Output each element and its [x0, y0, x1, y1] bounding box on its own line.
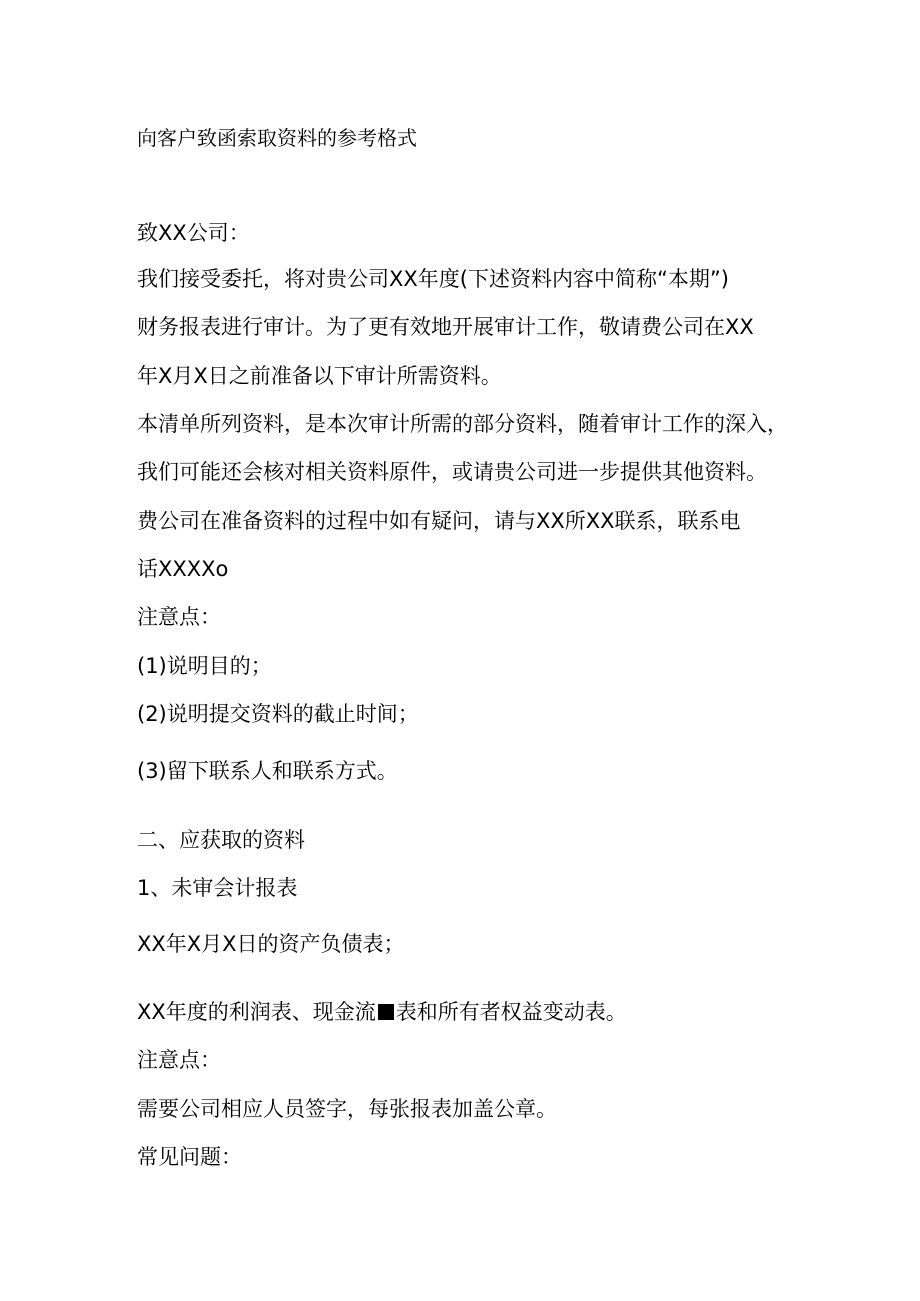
paragraph-2-line-3: 费公司在准备资料的过程中如有疑问，请与XX所XX联系，联系电 [137, 509, 741, 533]
paragraph-2-line-1: 本清单所列资料，是本次审计所需的部分资料，随着审计工作的深入， [137, 412, 788, 436]
item-financial-statements [137, 997, 627, 1027]
item-statements-text-after: 表和所有者权益变动表。 [395, 1000, 627, 1024]
subsection-heading: 1、未审会计报表 [137, 876, 298, 900]
document-title: 向客户致函索取资料的参考格式 [137, 126, 417, 150]
section-heading: 二、应获取的资料 [137, 828, 305, 852]
salutation: 致XX公司： [137, 221, 250, 245]
note-item-1: (1)说明目的； [137, 654, 272, 678]
note-item-2: (2)说明提交资料的截止时间； [137, 702, 419, 726]
paragraph-2-line-4: 话XXXXo [137, 557, 229, 581]
black-square-glyph [378, 1004, 394, 1020]
paragraph-1-line-3: 年X月X日之前准备以下审计所需资料。 [137, 364, 502, 388]
notes-label-1: 注意点： [137, 605, 221, 629]
paragraph-2-line-2: 我们可能还会核对相关资料原件，或请贵公司进一步提供其他资料。 [137, 460, 767, 484]
common-questions-label: 常见问题： [137, 1145, 242, 1169]
paragraph-1-line-1: 我们接受委托，将对贵公司XX年度(下述资料内容中简称“本期”) [137, 267, 729, 291]
note-item-3: (3)留下联系人和联系方式。 [137, 759, 398, 783]
paragraph-1-line-2: 财务报表进行审计。为了更有效地开展审计工作，敬请费公司在XX [137, 315, 754, 339]
item-statements-text-before: XX年度的利润表、现金流 [137, 1000, 376, 1024]
note-signature-seal: 需要公司相应人员签字，每张报表加盖公章。 [137, 1097, 557, 1121]
notes-label-2: 注意点： [137, 1048, 221, 1072]
item-balance-sheet: XX年X月X日的资产负债表； [137, 932, 405, 956]
